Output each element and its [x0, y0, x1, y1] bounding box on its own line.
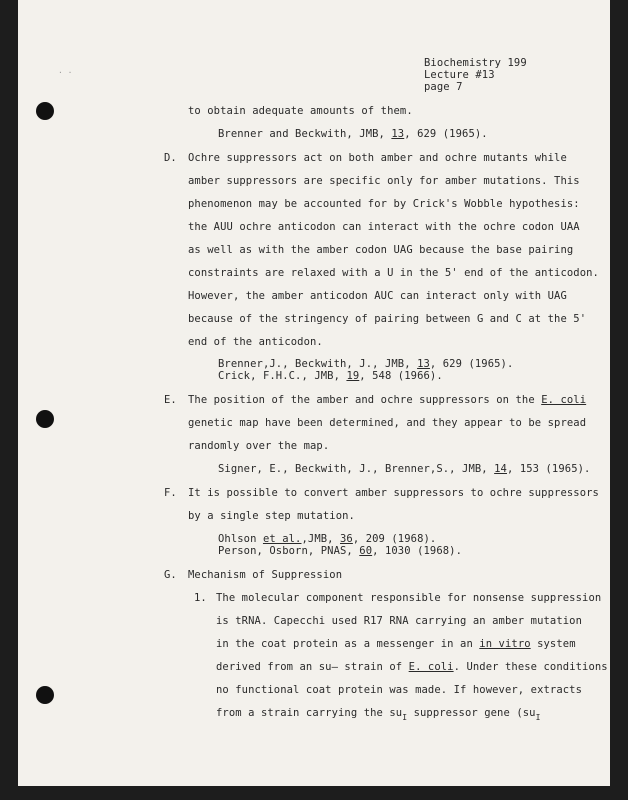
continuation-line: to obtain adequate amounts of them. [188, 105, 413, 117]
punch-hole-middle [36, 410, 54, 428]
section-f-line: It is possible to convert amber suppressors to ochre suppressors [188, 487, 599, 499]
header-course: Biochemistry 199 [424, 57, 527, 69]
item-1-line: The molecular component responsible for nonsense suppression [216, 592, 602, 604]
reference-f2: Person, Osborn, PNAS, 60, 1030 (1968). [218, 545, 463, 557]
section-f-line: by a single step mutation. [188, 510, 355, 522]
section-g-label: G. [164, 569, 177, 581]
reference-e: Signer, E., Beckwith, J., Brenner,S., JMB, 14, 153 (1965). [218, 463, 591, 475]
section-d-line: Ochre suppressors act on both amber and ochre mutants while [188, 152, 567, 164]
section-e-line: genetic map have been determined, and they appear to be spread [188, 417, 587, 429]
section-d-line: because of the stringency of pairing between G and C at the 5' [188, 313, 587, 325]
section-g-title: Mechanism of Suppression [188, 569, 343, 581]
reference-d1: Brenner,J., Beckwith, J., JMB, 13, 629 (1965). [218, 358, 514, 370]
item-1-line: from a strain carrying the $su_I$ suppressor gene ($su_I$ [216, 707, 541, 722]
section-d-line: as well as with the amber codon UAG because the base pairing [188, 244, 574, 256]
item-1-line: derived from an su— strain of E. coli. Under these conditions [216, 661, 608, 673]
section-d-line: However, the amber anticodon AUC can interact only with UAG [188, 290, 567, 302]
section-d-label: D. [164, 152, 177, 164]
punch-hole-bottom [36, 686, 54, 704]
header-lecture: Lecture #13 [424, 69, 495, 81]
header-page: page 7 [424, 81, 463, 93]
item-1-label: 1. [194, 592, 207, 604]
reference-c: Brenner and Beckwith, JMB, 13, 629 (1965). [218, 128, 488, 140]
item-1-line: is tRNA. Capecchi used R17 RNA carrying an amber mutation [216, 615, 583, 627]
section-e-line: randomly over the map. [188, 440, 330, 452]
section-d-line: the AUU ochre anticodon can interact with the ochre codon UAA [188, 221, 580, 233]
item-1-line: in the coat protein as a messenger in an in vitro system [216, 638, 576, 650]
section-e-line: The position of the amber and ochre suppressors on the E. coli [188, 394, 587, 406]
reference-f1: Ohlson et al.,JMB, 36, 209 (1968). [218, 533, 437, 545]
section-d-line: end of the anticodon. [188, 336, 323, 348]
document-page [18, 0, 610, 786]
speck-marks: · · [58, 68, 73, 77]
reference-d2: Crick, F.H.C., JMB, 19, 548 (1966). [218, 370, 443, 382]
section-d-line: amber suppressors are specific only for amber mutations. This [188, 175, 580, 187]
section-d-line: phenomenon may be accounted for by Crick's Wobble hypothesis: [188, 198, 580, 210]
punch-hole-top [36, 102, 54, 120]
section-e-label: E. [164, 394, 177, 406]
section-d-line: constraints are relaxed with a U in the 5' end of the anticodon. [188, 267, 599, 279]
item-1-line: no functional coat protein was made. If however, extracts [216, 684, 583, 696]
section-f-label: F. [164, 487, 177, 499]
